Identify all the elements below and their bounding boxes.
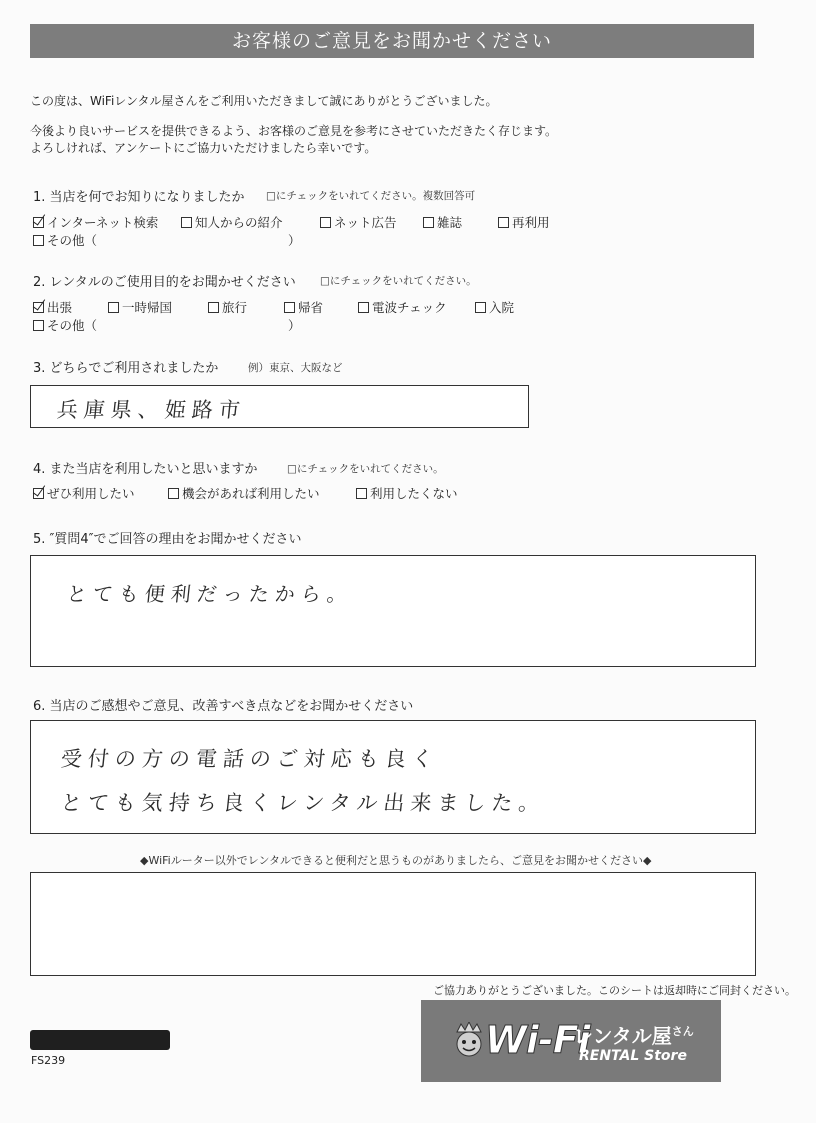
q2-option-signal-check[interactable]: 電波チェック: [358, 298, 447, 316]
q2-option-homecoming[interactable]: 帰省: [284, 298, 323, 316]
q2-option-travel[interactable]: 旅行: [208, 298, 247, 316]
checkbox-icon[interactable]: [108, 302, 119, 313]
checkbox-icon[interactable]: [475, 302, 486, 313]
question-2: 2. レンタルのご使用目的をお聞かせください: [33, 275, 296, 290]
q1-option-reuse[interactable]: 再利用: [498, 213, 550, 231]
q2-option-temporary-return[interactable]: 一時帰国: [108, 298, 172, 316]
redacted-serial: [30, 1030, 170, 1050]
checkbox-icon[interactable]: [358, 302, 369, 313]
form-code: FS239: [31, 1054, 66, 1067]
question-5: 5. ″質問4″でご回答の理由をお聞かせください: [33, 532, 302, 547]
q2-option-other[interactable]: その他（: [33, 316, 97, 334]
checkbox-icon[interactable]: [168, 488, 179, 499]
question-4-note: □にチェックをいれてください。: [287, 463, 444, 475]
q3-handwritten-answer: 兵庫県、姫路市: [55, 398, 248, 422]
q2-option-hospital[interactable]: 入院: [475, 298, 514, 316]
thanks-note: ご協力ありがとうございました。このシートは返却時にご同封ください。: [433, 984, 796, 997]
checkbox-checked-icon[interactable]: [33, 302, 44, 313]
logo-wifi-text: Wi-Fi: [485, 1018, 590, 1062]
logo-english-text: RENTAL Store: [579, 1048, 687, 1064]
logo-japanese-text: レンタル屋$^{さん}$: [573, 1024, 694, 1048]
question-4: 4. また当店を利用したいと思いますか: [33, 462, 258, 477]
checkbox-icon[interactable]: [320, 217, 331, 228]
checkbox-icon[interactable]: [33, 235, 44, 246]
checkbox-icon[interactable]: [423, 217, 434, 228]
q5-answer-box[interactable]: [30, 555, 756, 667]
q4-option-if-opportunity[interactable]: 機会があれば利用したい: [168, 484, 320, 502]
q1-option-other[interactable]: その他（: [33, 231, 97, 249]
q4-option-no[interactable]: 利用したくない: [356, 484, 458, 502]
checkbox-checked-icon[interactable]: [33, 488, 44, 499]
checkbox-icon[interactable]: [284, 302, 295, 313]
intro-line-3: よろしければ、アンケートにご協力いただけましたら幸いです。: [30, 141, 377, 155]
checkbox-icon[interactable]: [181, 217, 192, 228]
q1-other-close: ）: [288, 233, 301, 248]
q2-other-close: ）: [288, 318, 301, 333]
q2-option-business-trip[interactable]: 出張: [33, 298, 72, 316]
checkbox-checked-icon[interactable]: [33, 217, 44, 228]
q7-answer-box[interactable]: [30, 872, 756, 976]
question-1: 1. 当店を何でお知りになりましたか: [33, 190, 245, 205]
intro-line-2: 今後より良いサービスを提供できるよう、お客様のご意見を参考にさせていただきたく存じます。: [30, 124, 558, 138]
intro-line-1: この度は、WiFiレンタル屋さんをご利用いただきまして誠にありがとうございました。: [30, 94, 498, 108]
question-6: 6. 当店のご感想やご意見、改善すべき点などをお聞かせください: [33, 699, 414, 714]
question-7: ◆WiFiルーター以外でレンタルできると便利だと思うものがありましたら、ご意見をお聞かせください◆: [140, 854, 652, 867]
q3-answer-box[interactable]: [30, 385, 529, 428]
checkbox-icon[interactable]: [208, 302, 219, 313]
q6-handwritten-line-2: とても気持ち良くレンタル出来ました。: [59, 791, 547, 815]
q1-option-referral[interactable]: 知人からの紹介: [181, 213, 283, 231]
q1-option-net-ad[interactable]: ネット広告: [320, 213, 397, 231]
brand-logo: [421, 1000, 721, 1082]
question-3: 3. どちらでご利用されましたか: [33, 361, 219, 376]
q4-option-definitely[interactable]: ぜひ利用したい: [33, 484, 135, 502]
q1-option-magazine[interactable]: 雑誌: [423, 213, 462, 231]
checkbox-icon[interactable]: [356, 488, 367, 499]
q5-handwritten-answer: とても便利だったから。: [65, 582, 355, 606]
crown-mascot-icon: [449, 1022, 489, 1058]
q6-handwritten-line-1: 受付の方の電話のご対応も良く: [59, 747, 441, 771]
survey-title: お客様のご意見をお聞かせください: [30, 24, 754, 58]
question-3-note: 例）東京、大阪など: [248, 362, 343, 374]
question-2-note: □にチェックをいれてください。: [320, 275, 477, 287]
checkbox-icon[interactable]: [33, 320, 44, 331]
q1-option-internet-search[interactable]: インターネット検索: [33, 213, 158, 231]
question-1-note: □にチェックをいれてください。複数回答可: [266, 190, 476, 202]
q6-answer-box[interactable]: [30, 720, 756, 834]
checkbox-icon[interactable]: [498, 217, 509, 228]
